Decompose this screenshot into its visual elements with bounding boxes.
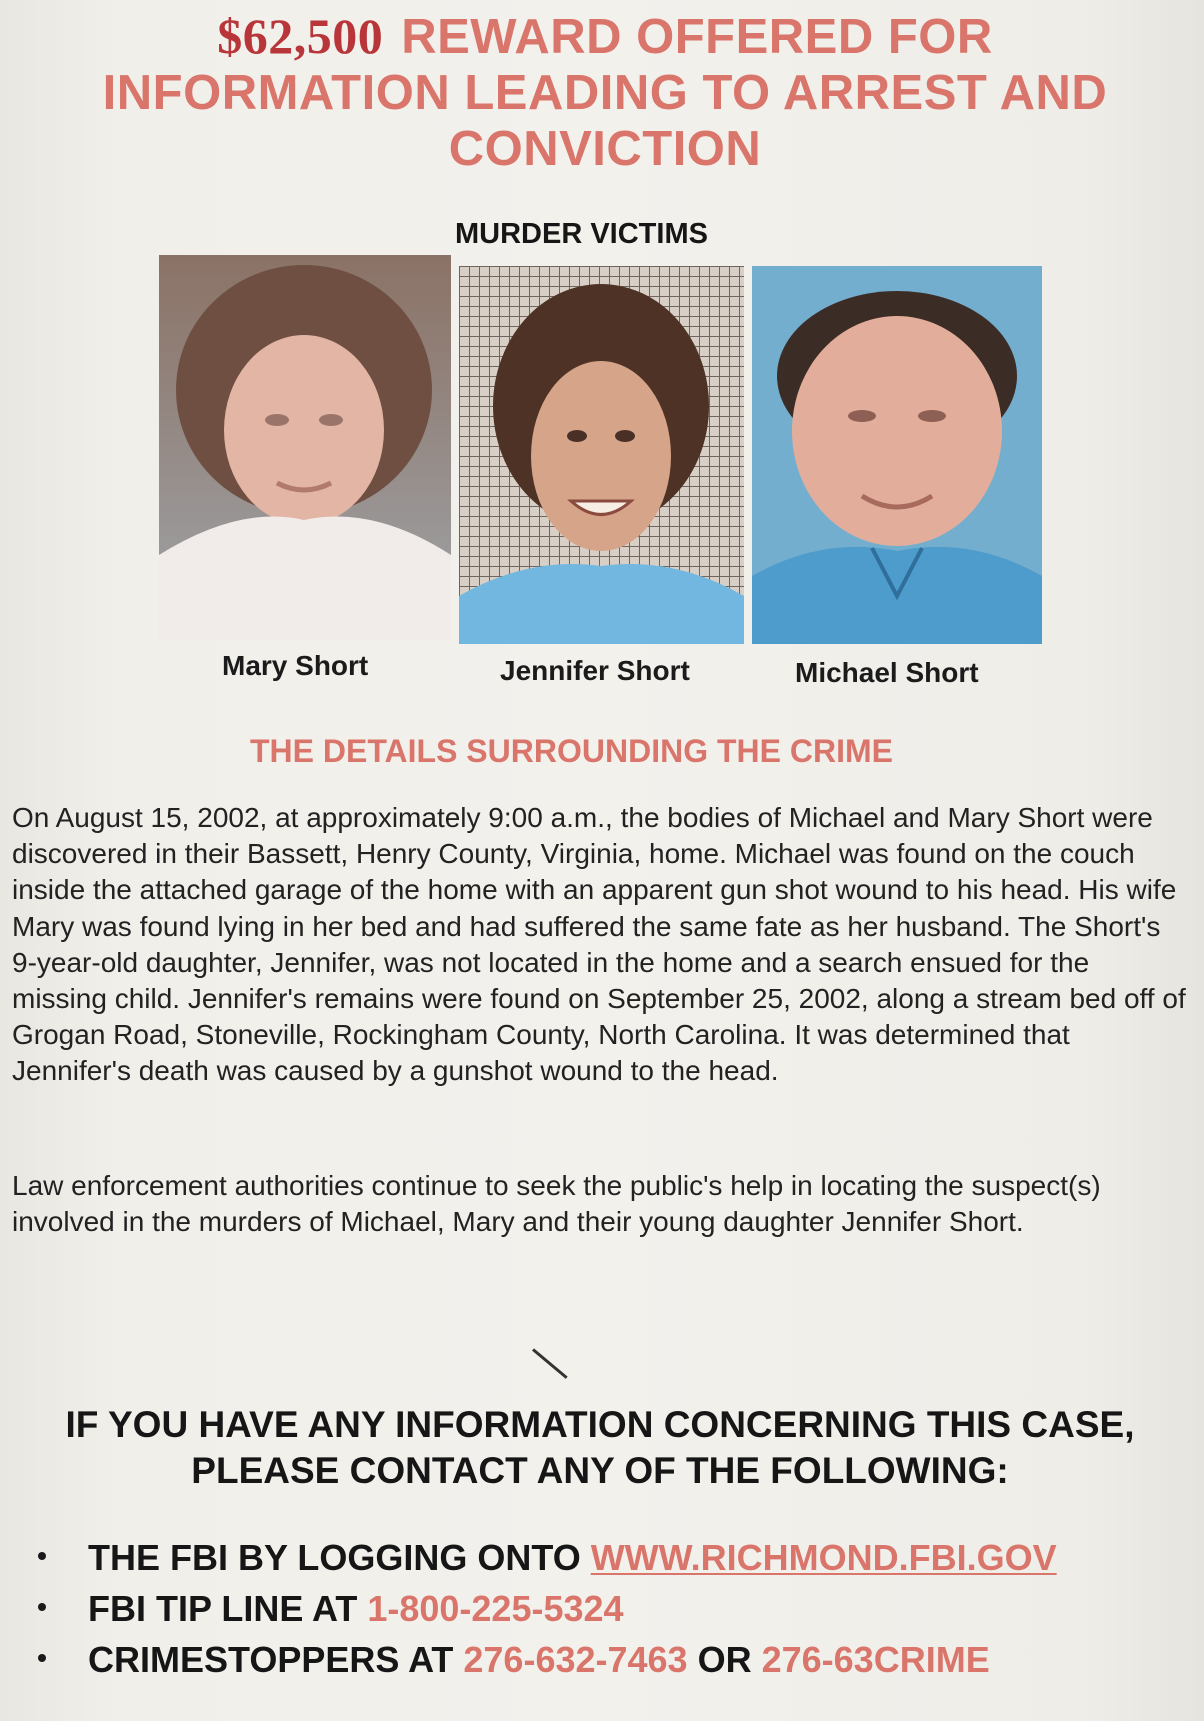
- fbi-website-link[interactable]: WWW.RICHMOND.FBI.GOV: [590, 1537, 1057, 1578]
- pen-mark: [532, 1348, 568, 1379]
- reward-headline: [40, 8, 1170, 177]
- contact-item-tip-line: [30, 1583, 1057, 1634]
- caption-jennifer-short: Jennifer Short: [500, 655, 690, 686]
- caption-mary-short: Mary Short: [222, 650, 369, 681]
- bullet-icon: [38, 1552, 46, 1560]
- bullet-icon: [38, 1603, 46, 1611]
- crimestoppers-phone: 276-632-7463: [463, 1639, 688, 1680]
- contact-item-fbi-website: [30, 1532, 1057, 1583]
- photo-jennifer-short: [459, 266, 744, 644]
- murder-victims-label: MURDER VICTIMS: [455, 218, 708, 250]
- contact-item-crimestoppers: [30, 1634, 1057, 1685]
- photo-mary-short: [159, 255, 451, 640]
- tip-line-label: FBI TIP LINE AT: [88, 1588, 368, 1629]
- contact-heading-line-1: IF YOU HAVE ANY INFORMATION CONCERNING THIS CASE,: [65, 1404, 1135, 1445]
- crimestoppers-alt-phone: 276-63CRIME: [761, 1639, 990, 1680]
- crime-details-paragraph: On August 15, 2002, at approximately 9:00 a.m., the bodies of Michael and Mary Short were discovered in their Bassett, Henry County, Virginia, home. Michael was found on the couch inside the attached garage of the home with an apparent gun shot wound to his head. His wife Mary was found lying in her bed and had suffered the same fate as her husband. The Short's 9-year-old daughter, Jennifer, was not located in the home and a search ensued for the missing child. Jennifer's remains were found on September 25, 2002, along a stream bed off of Grogan Road, Stoneville, Rockingham County, North Carolina. It was determined that Jennifer's death was caused by a gunshot wound to the head.: [12, 802, 1186, 1087]
- public-appeal-paragraph: Law enforcement authorities continue to seek the public's help in locating the suspect(s) involved in the murders of Michael, Mary and their young daughter Jennifer Short.: [12, 1170, 1101, 1238]
- reward-headline-text: REWARD OFFERED FOR INFORMATION LEADING TO ARREST AND CONVICTION: [102, 10, 1108, 176]
- photo-michael-short: [752, 266, 1042, 644]
- fbi-website-label: THE FBI BY LOGGING ONTO: [88, 1537, 591, 1578]
- bullet-icon: [38, 1654, 46, 1662]
- contact-heading: [20, 1402, 1180, 1494]
- contact-heading-line-2: PLEASE CONTACT ANY OF THE FOLLOWING:: [191, 1450, 1009, 1491]
- crimestoppers-label: CRIMESTOPPERS AT: [88, 1639, 464, 1680]
- caption-michael-short: Michael Short: [795, 657, 979, 688]
- details-heading: THE DETAILS SURROUNDING THE CRIME: [250, 733, 893, 769]
- reward-amount: $62,500: [217, 8, 384, 64]
- contact-list: [30, 1532, 1057, 1685]
- tip-line-phone: 1-800-225-5324: [367, 1588, 624, 1629]
- crimestoppers-or: OR: [687, 1639, 762, 1680]
